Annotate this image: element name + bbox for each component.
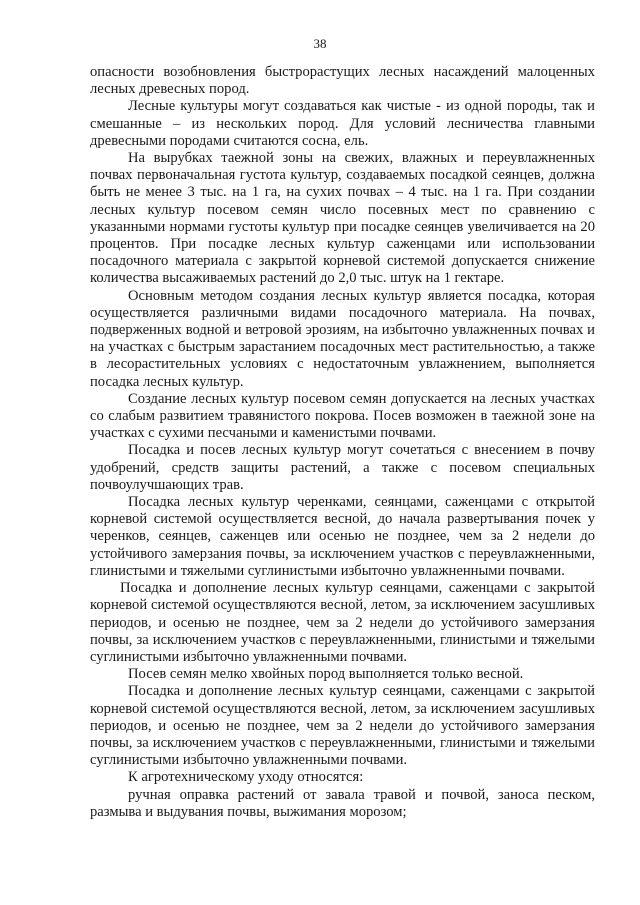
paragraph: Посадка лесных культур черенками, сеянцами, саженцами с открытой корневой системой осуществляется весной, до начала развертывания почек у черенков, сеянцев, саженцев или осенью не позднее, чем за 2 недели до устойчивого замерзания почвы, за исключением участков с переувлажненными, глинистыми и тяжелыми суглинистыми избыточно увлажненными почвами.: [90, 494, 595, 579]
paragraph: К агротехническому уходу относятся:: [128, 769, 364, 786]
paragraph: Создание лесных культур посевом семян допускается на лесных участках со слабым развитием травянистого покрова. Посев возможен в таежной зоне на участках с сухими песчаными и каменистыми почвами.: [90, 390, 595, 442]
paragraph: Лесные культуры могут создаваться как чистые - из одной породы, так и смешанные – из нескольких пород. Для условий лесничества главными древесными породами считаются сосна, ель.: [90, 98, 595, 149]
paragraph: На вырубках таежной зоны на свежих, влажных и переувлажненных почвах первоначальная густота культур, создаваемых посадкой сеянцев, должна быть не менее 3 тыс. на 1 га, на сухих почвах – 4 тыс. на 1 га. При создании лесных культур посевом семян число посевных мест по сравнению с указанными нормами густоты культур при посадке сеянцев увеличивается на 20 процентов. При посадке лесных культур саженцами или использовании посадочного материала с закрытой корневой системой допускается снижение количества высаживаемых растений до 2,0 тыс. штук на 1 гектаре.: [90, 150, 595, 287]
document-body: [90, 64, 595, 821]
paragraph: Основным методом создания лесных культур является посадка, которая осуществляется различными видами посадочного материала. На почвах, подверженных водной и ветровой эрозиям, на избыточно увлажненных почвах и на участках с быстрым зарастанием посадочных мест растительностью, а также в лесорастительных условиях с недостаточным увлажнением, выполняется посадка лесных культур.: [90, 287, 595, 390]
page-number: 38: [313, 36, 327, 51]
paragraph: опасности возобновления быстрорастущих лесных насаждений малоценных лесных древесных пород.: [90, 64, 595, 98]
paragraph: ручная оправка растений от завала травой и почвой, заноса песком, размыва и выдувания почвы, выжимания морозом;: [90, 786, 595, 820]
paragraph: Посадка и дополнение лесных культур сеянцами, саженцами с закрытой корневой системой осуществляются весной, летом, за исключением засушливых периодов, и осенью не позднее, чем за 2 недели до устойчивого замерзания почвы, за исключением участков с переувлажненными, глинистыми и тяжелыми суглинистыми избыточно увлажненными почвами.: [90, 683, 595, 769]
paragraph: Посадка и посев лесных культур могут сочетаться с внесением в почву удобрений, средств защиты растений, а также с посевом специальных почвоулучшающих трав.: [90, 442, 595, 493]
paragraph: Посев семян мелко хвойных пород выполняется только весной.: [128, 666, 524, 683]
paragraph: Посадка и дополнение лесных культур сеянцами, саженцами с закрытой корневой системой осуществляются весной, летом, за исключением засушливых периодов, и осенью не позднее, чем за 2 недели до устойчивого замерзания почвы, за исключением участков с переувлажненными, глинистыми и тяжелыми суглинистыми избыточно увлажненными почвами.: [90, 580, 595, 665]
